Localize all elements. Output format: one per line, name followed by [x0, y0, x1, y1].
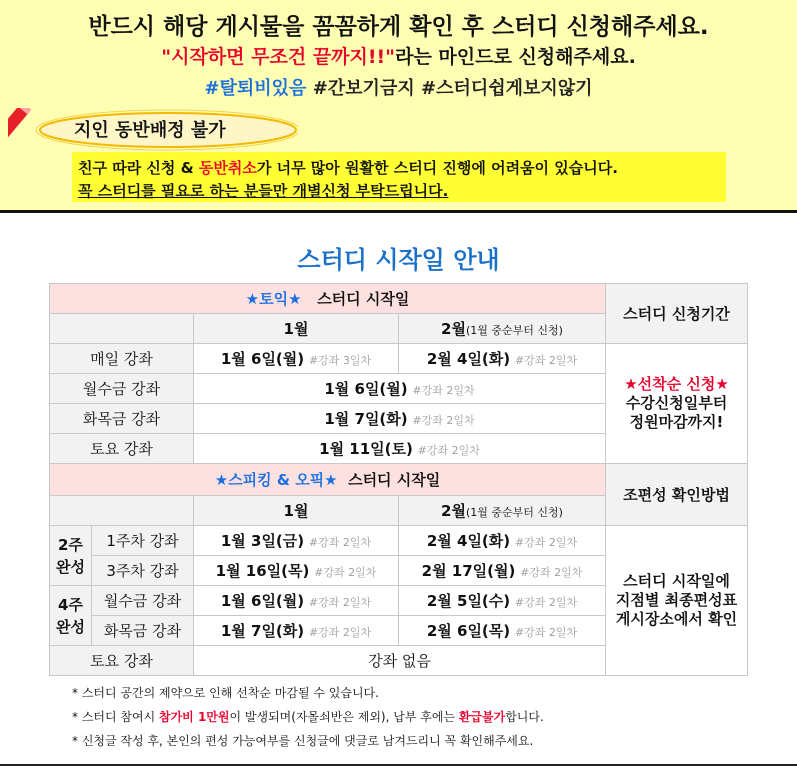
speaking-row-feb — [399, 586, 606, 616]
toeic-side-line2: 정원마감까지! — [629, 413, 724, 431]
speaking-col-feb-note: (1월 중순부터 신청) — [465, 506, 563, 519]
speaking-row-jan — [194, 616, 399, 646]
date-value: 2월 17일(월) — [421, 562, 516, 580]
speaking-corner — [50, 496, 194, 526]
bottom-divider — [0, 764, 797, 766]
notice-line1-pre: 친구 따라 신청 & — [78, 159, 199, 177]
date-note: #강좌 2일차 — [308, 596, 372, 609]
date-value: 1월 6일(월) — [324, 380, 408, 398]
toeic-col-feb-label: 2월 — [441, 320, 466, 338]
speaking-side-line3: 게시장소에서 확인 — [615, 610, 738, 628]
notice-box — [72, 152, 726, 202]
toeic-row-both — [194, 434, 606, 464]
toeic-side-header: 스터디 신청기간 — [606, 284, 748, 344]
date-note: #강좌 2일차 — [412, 384, 475, 397]
toeic-row-feb — [399, 344, 606, 374]
toeic-row-label: 매일 강좌 — [50, 344, 194, 374]
toeic-header-star: ★토익★ — [245, 290, 302, 308]
footnotes — [72, 684, 544, 756]
toeic-row-label: 화목금 강좌 — [50, 404, 194, 434]
speaking-row-label: 월수금 강좌 — [92, 586, 194, 616]
notice-line1-red: 동반취소 — [198, 159, 257, 177]
date-value: 1월 6일(월) — [220, 592, 305, 610]
speaking-header-star: ★스피킹 & 오픽★ — [214, 471, 338, 489]
notice-headline: 반드시 해당 게시물을 꼼꼼하게 확인 후 스터디 신청해주세요. — [88, 14, 709, 40]
footnote2-post: 합니다. — [505, 710, 544, 724]
speaking-header — [50, 464, 606, 496]
speaking-header-text: 스터디 시작일 — [348, 471, 441, 489]
date-note: #강좌 2일차 — [514, 536, 578, 549]
toeic-row-label: 월수금 강좌 — [50, 374, 194, 404]
page-title: 스터디 시작일 안내 — [297, 246, 500, 274]
date-value: 1월 7일(화) — [220, 622, 305, 640]
footnote2-refund: 환급불가 — [458, 710, 506, 724]
banner-divider — [0, 210, 797, 213]
speaking-col-feb — [399, 496, 606, 526]
speaking-side-header: 조편성 확인방법 — [606, 464, 748, 526]
badge-label: 지인 동반배정 불가 — [74, 120, 226, 141]
date-value: 1월 16일(목) — [215, 562, 310, 580]
speaking-saturday-value: 강좌 없음 — [194, 646, 606, 676]
speaking-col-feb-label: 2월 — [441, 502, 466, 520]
toeic-side-line1: 수강신청일부터 — [625, 394, 728, 412]
footnote2-fee: 참가비 1만원 — [159, 710, 230, 724]
date-value: 2월 4일(화) — [426, 350, 511, 368]
speaking-side-body — [606, 526, 748, 676]
footnote-1: * 스터디 공간의 제약으로 인해 선착순 마감될 수 있습니다. — [72, 686, 379, 700]
group-label-4week: 4주 완성 — [50, 586, 92, 646]
toeic-row-both — [194, 404, 606, 434]
notice-line1-post: 가 너무 많아 원활한 스터디 진행에 어려움이 있습니다. — [256, 159, 618, 177]
speaking-row-feb — [399, 616, 606, 646]
date-note: #강좌 2일차 — [308, 626, 372, 639]
date-note: #강좌 2일차 — [514, 626, 578, 639]
date-note: #강좌 2일차 — [314, 566, 377, 579]
speaking-row-label: 화목금 강좌 — [92, 616, 194, 646]
date-note: #강좌 2일차 — [308, 536, 372, 549]
date-note: #강좌 2일차 — [417, 444, 480, 457]
speaking-row-label: 1주차 강좌 — [92, 526, 194, 556]
notice-banner — [0, 0, 797, 212]
toeic-side-body — [606, 344, 748, 464]
toeic-row-jan — [194, 344, 399, 374]
notice-line-2: 꼭 스터디를 필요로 하는 분들만 개별신청 부탁드립니다. — [78, 182, 449, 200]
speaking-col-jan: 1월 — [194, 496, 399, 526]
footnote2-pre: * 스터디 참여시 — [72, 710, 159, 724]
date-value: 1월 3일(금) — [220, 532, 305, 550]
toeic-col-feb — [399, 314, 606, 344]
speaking-side-line2: 지점별 최종편성표 — [615, 591, 738, 609]
notice-slogan — [0, 42, 797, 69]
footnote-2 — [72, 708, 544, 725]
date-value: 2월 4일(화) — [426, 532, 511, 550]
speaking-row-jan — [194, 526, 399, 556]
slogan-red: "시작하면 무조건 끝까지!!" — [161, 46, 396, 68]
toeic-side-red: ★선착순 신청★ — [624, 375, 729, 393]
notice-tags — [0, 74, 797, 100]
toeic-row-both — [194, 374, 606, 404]
speaking-saturday-label: 토요 강좌 — [50, 646, 194, 676]
toeic-corner — [50, 314, 194, 344]
speaking-side-line1: 스터디 시작일에 — [623, 572, 730, 590]
toeic-col-jan: 1월 — [194, 314, 399, 344]
date-value: 1월 7일(화) — [324, 410, 408, 428]
date-note: #강좌 2일차 — [514, 596, 578, 609]
schedule-table — [49, 283, 748, 676]
toeic-col-feb-note: (1월 중순부터 신청) — [465, 324, 563, 337]
speaking-row-feb — [399, 556, 606, 586]
date-note: #강좌 3일차 — [308, 354, 372, 367]
date-value: 2월 5일(수) — [426, 592, 511, 610]
speaking-row-feb — [399, 526, 606, 556]
date-value: 1월 6일(월) — [220, 350, 305, 368]
toeic-header-text: 스터디 시작일 — [317, 290, 410, 308]
speaking-row-jan — [194, 556, 399, 586]
tag-rest: #간보기금지 #스터디쉽게보지않기 — [306, 78, 593, 99]
footnote2-mid: 이 발생되며(자몰쇠반은 제외), 납부 후에는 — [229, 710, 459, 724]
toeic-header — [50, 284, 606, 314]
slogan-rest: 라는 마인드로 신청해주세요. — [395, 46, 636, 68]
date-value: 2월 6일(목) — [426, 622, 511, 640]
footnote-3: * 신청글 작성 후, 본인의 편성 가능여부를 신청글에 댓글로 남겨드리니 꼭 확인해주세요. — [72, 734, 534, 748]
date-note: #강좌 2일차 — [514, 354, 578, 367]
speaking-row-jan — [194, 586, 399, 616]
date-note: #강좌 2일차 — [412, 414, 475, 427]
notice-line-1 — [78, 157, 618, 178]
speaking-row-label: 3주차 강좌 — [92, 556, 194, 586]
tag-primary: #탈퇴비있음 — [204, 78, 307, 99]
date-note: #강좌 2일차 — [520, 566, 583, 579]
toeic-row-label: 토요 강좌 — [50, 434, 194, 464]
group-label-2week: 2주 완성 — [50, 526, 92, 586]
date-value: 1월 11일(토) — [319, 440, 413, 458]
